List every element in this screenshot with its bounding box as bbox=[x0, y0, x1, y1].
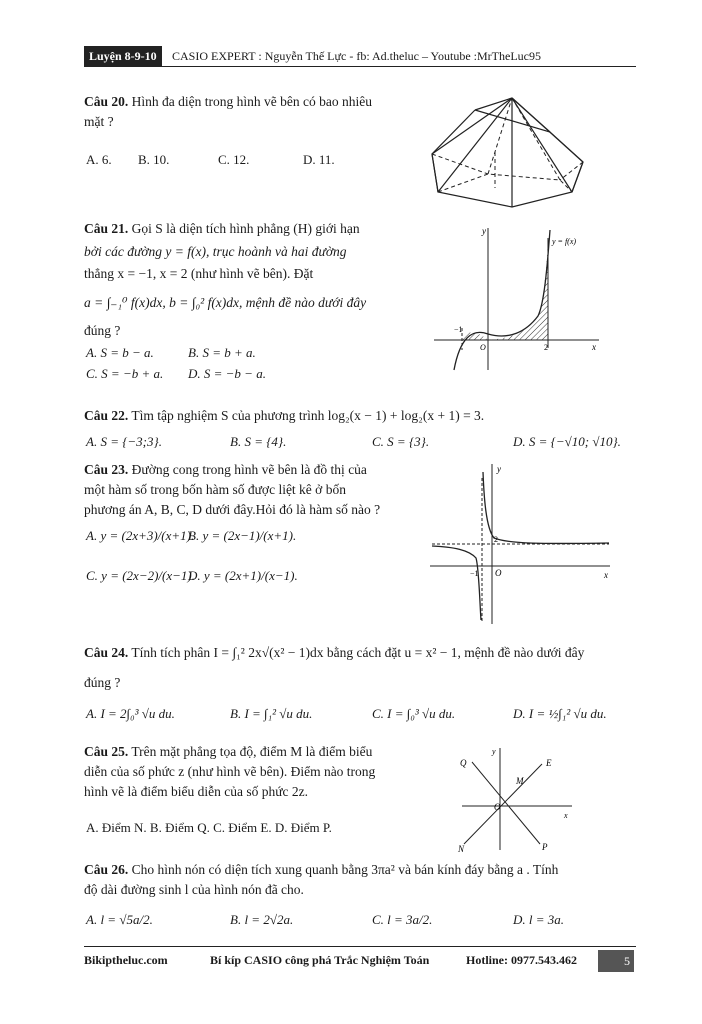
polyhedron-figure bbox=[420, 92, 600, 212]
point-label-q: Q bbox=[460, 758, 467, 768]
branch-left bbox=[432, 546, 481, 620]
option-a[interactable]: A. I = 2∫₀³ √u du. bbox=[86, 706, 175, 721]
option-b[interactable]: B. S = b + a. bbox=[188, 345, 256, 360]
question-text: Đường cong trong hình vẽ bên là đồ thị của bbox=[131, 462, 367, 477]
question-21 bbox=[84, 218, 406, 343]
page-number: 5 bbox=[598, 950, 634, 972]
point-label-n: N bbox=[458, 844, 465, 854]
axis-label: x bbox=[564, 811, 568, 820]
point-label-p: P bbox=[542, 842, 548, 852]
origin-label: O bbox=[494, 802, 501, 812]
question-text: thẳng x = −1, x = 2 (như hình vẽ bên). Đặt bbox=[84, 266, 314, 281]
option-c[interactable]: C. S = −b + a. bbox=[86, 366, 164, 381]
option-b[interactable]: B. 10. bbox=[138, 152, 170, 167]
question-label: Câu 22. bbox=[84, 408, 129, 423]
question-20 bbox=[84, 92, 414, 132]
axis-label: x bbox=[592, 342, 596, 352]
question-text: Cho hình nón có diện tích xung quanh bằng 3πa² và bán kính đáy bằng a . Tính bbox=[131, 862, 559, 877]
option-d[interactable]: D. y = (2x+1)/(x−1). bbox=[188, 568, 298, 583]
question-26 bbox=[84, 860, 644, 900]
option-c[interactable]: C. y = (2x−2)/(x−1). bbox=[86, 568, 195, 583]
tick-label: −1 bbox=[454, 325, 463, 334]
option-c[interactable]: C. S = {3}. bbox=[372, 434, 430, 449]
question-text: bởi các đường y = f(x), trục hoành và hai đường bbox=[84, 243, 347, 259]
question-text: mặt ? bbox=[84, 114, 114, 129]
point-label-e: E bbox=[546, 758, 552, 768]
footer-hotline: Hotline: 0977.543.462 bbox=[466, 953, 577, 967]
question-text: Hình đa diện trong hình vẽ bên có bao nhiêu bbox=[131, 94, 372, 109]
options-row[interactable]: A. Điểm N. B. Điểm Q. C. Điểm E. D. Điểm P. bbox=[86, 820, 332, 835]
q21-graph bbox=[424, 220, 604, 380]
option-a[interactable]: A. y = (2x+3)/(x+1). bbox=[86, 528, 195, 543]
question-text: Tìm tập nghiệm S của phương trình log₂(x − 1) + log₂(x + 1) = 3. bbox=[131, 408, 485, 423]
question-label: Câu 26. bbox=[84, 862, 129, 877]
option-a[interactable]: A. S = {−3;3}. bbox=[86, 434, 162, 449]
option-d[interactable]: D. S = −b − a. bbox=[188, 366, 266, 381]
branch-right bbox=[483, 472, 609, 543]
axis-label: y bbox=[497, 464, 501, 474]
question-label: Câu 20. bbox=[84, 94, 129, 109]
question-label: Câu 24. bbox=[84, 645, 129, 660]
header-text: CASIO EXPERT : Nguyễn Thế Lực - fb: Ad.theluc – Youtube :MrTheLuc95 bbox=[172, 49, 541, 63]
tick-label: 2 bbox=[494, 535, 498, 544]
option-c[interactable]: C. l = 3a/2. bbox=[372, 912, 433, 927]
question-label: Câu 23. bbox=[84, 462, 129, 477]
curve-label: y = f(x) bbox=[552, 237, 577, 246]
option-d[interactable]: D. S = {−√10; √10}. bbox=[513, 434, 621, 449]
option-a[interactable]: A. 6. bbox=[86, 152, 112, 167]
axis-label: x bbox=[604, 570, 608, 580]
header-divider bbox=[84, 66, 636, 67]
option-b[interactable]: B. I = ∫₁² √u du. bbox=[230, 706, 313, 721]
question-label: Câu 21. bbox=[84, 221, 129, 236]
footer-divider bbox=[84, 946, 636, 947]
tick-label: O bbox=[495, 568, 502, 578]
option-c[interactable]: C. 12. bbox=[218, 152, 250, 167]
option-b[interactable]: B. S = {4}. bbox=[230, 434, 287, 449]
option-a[interactable]: A. S = b − a. bbox=[86, 345, 154, 360]
q25-graph bbox=[456, 744, 576, 854]
question-text: Gọi S là diện tích hình phẳng (H) giới hạn bbox=[131, 221, 360, 236]
question-22 bbox=[84, 406, 644, 426]
option-c[interactable]: C. I = ∫₀³ √u du. bbox=[372, 706, 456, 721]
line-qp bbox=[472, 762, 540, 844]
tick-label: O bbox=[480, 343, 486, 352]
point-label-m: M bbox=[516, 776, 524, 786]
tick-label: −1 bbox=[470, 569, 479, 578]
question-text: phương án A, B, C, D dưới đây.Hỏi đó là hàm số nào ? bbox=[84, 502, 381, 517]
question-label: Câu 25. bbox=[84, 744, 129, 759]
curve-f bbox=[454, 230, 550, 370]
integral-definition: a = ∫₋₁⁰ f(x)dx, b = ∫₀² f(x)dx, mệnh đề nào dưới đây bbox=[84, 294, 367, 310]
option-b[interactable]: B. y = (2x−1)/(x+1). bbox=[188, 528, 297, 543]
footer-title: Bí kíp CASIO công phá Trắc Nghiệm Toán bbox=[210, 953, 430, 967]
header-tag: Luyện 8-9-10 bbox=[84, 46, 162, 67]
question-text: hình vẽ là điểm biểu diễn của số phức 2z. bbox=[84, 784, 309, 799]
footer-site: Bikiptheluc.com bbox=[84, 953, 168, 967]
axis-label: y bbox=[482, 226, 486, 236]
option-b[interactable]: B. l = 2√2a. bbox=[230, 912, 294, 927]
question-text: Trên mặt phẳng tọa độ, điểm M là điểm biểu bbox=[131, 744, 373, 759]
question-25 bbox=[84, 742, 434, 802]
q23-graph bbox=[424, 458, 614, 628]
question-24 bbox=[84, 638, 644, 698]
question-text: độ dài đường sinh l của hình nón đã cho. bbox=[84, 882, 304, 897]
question-text: Tính tích phân I = ∫₁² 2x√(x² − 1)dx bằng cách đặt u = x² − 1, mệnh đề nào dưới đây bbox=[131, 645, 585, 660]
question-text: đúng ? bbox=[84, 675, 121, 690]
question-23 bbox=[84, 460, 414, 520]
question-text: một hàm số trong bốn hàm số được liệt kê ở bốn bbox=[84, 482, 346, 497]
option-d[interactable]: D. I = ½∫₁² √u du. bbox=[513, 706, 607, 721]
axis-label: y bbox=[492, 747, 496, 756]
question-text: diễn của số phức z (như hình vẽ bên). Điểm nào trong bbox=[84, 764, 376, 779]
option-d[interactable]: D. l = 3a. bbox=[513, 912, 565, 927]
option-d[interactable]: D. 11. bbox=[303, 152, 335, 167]
question-text: đúng ? bbox=[84, 323, 121, 338]
option-a[interactable]: A. l = √5a/2. bbox=[86, 912, 153, 927]
tick-label: 2 bbox=[544, 343, 548, 352]
